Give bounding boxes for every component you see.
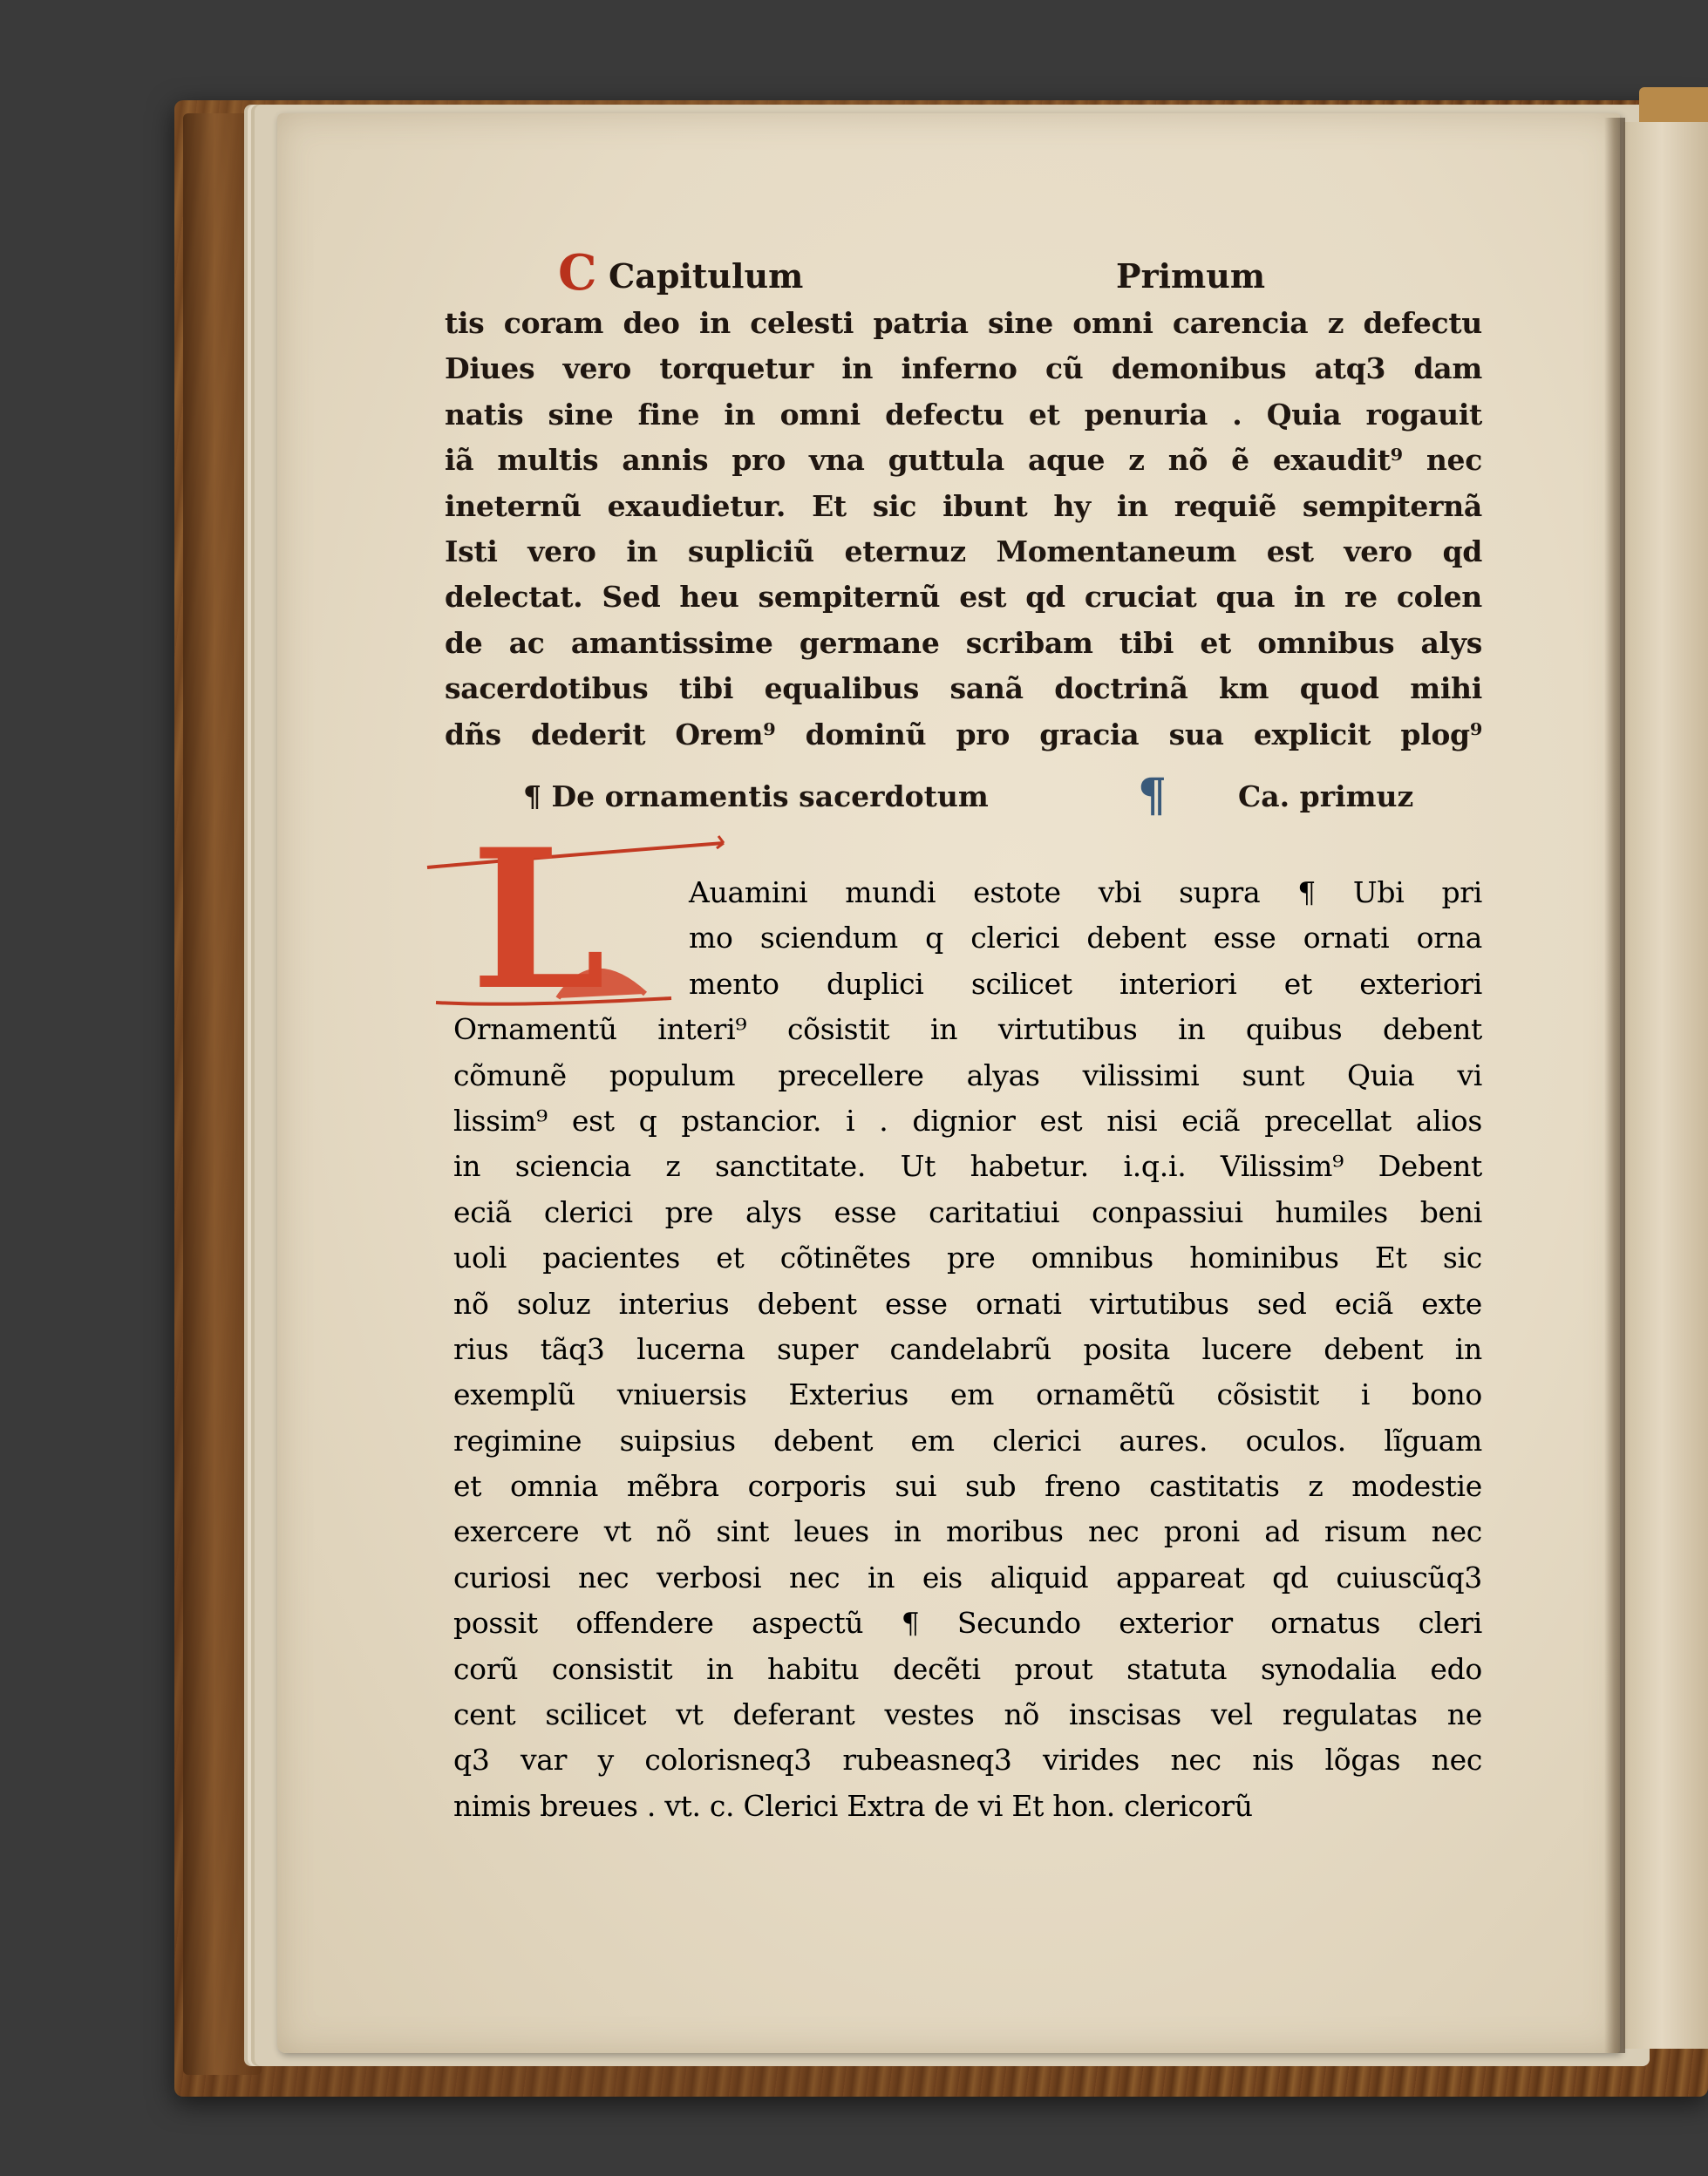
text-line: nimis breues . vt. c. Clerici Extra de vi Et hon. clericorũ	[453, 1788, 1253, 1823]
text-line: tis coram deo in celesti patria sine omni carencia z defectu	[445, 306, 1482, 340]
text-line: natis sine fine in omni defectu et penuria . Quia rogauit	[445, 397, 1482, 432]
text-line: Ornamentũ interi⁹ cõsistit in virtutibus in quibus debent	[453, 1012, 1482, 1047]
text-line: curiosi nec verbosi nec in eis aliquid appareat qd cuiuscũq3	[453, 1560, 1482, 1595]
text-line: Diues vero torquetur in inferno cũ demonibus atq3 dam	[445, 351, 1482, 386]
facing-page-edge	[1623, 122, 1708, 2049]
text-line: in sciencia z sanctitate. Ut habetur. i.q.i. Vilissim⁹ Debent	[453, 1149, 1482, 1184]
text-line: rius tãq3 lucerna super candelabrũ posita lucere debent in	[453, 1331, 1482, 1366]
text-line: mo sciendum q clerici debent esse ornati orna	[689, 921, 1482, 955]
text-line: de ac amantissime germane scribam tibi et omnibus alys	[445, 625, 1482, 660]
text-line: exemplũ vniuersis Exterius em ornamẽtũ cõsistit i bono	[453, 1377, 1482, 1412]
text-line: possit offendere aspectũ ¶ Secundo exterior ornatus cleri	[453, 1606, 1482, 1641]
subheading-chapter: Ca. primuz	[1238, 779, 1414, 813]
text-line: Isti vero in supliciũ eternuz Momentaneum est vero qd	[445, 534, 1482, 568]
text-line: mento duplici scilicet interiori et exteriori	[689, 966, 1482, 1001]
text-line: et omnia mẽbra corporis sui sub freno castitatis z modestie	[453, 1469, 1482, 1504]
text-line: iã multis annis pro vna guttula aque z nõ ẽ exaudit⁹ nec	[445, 443, 1482, 478]
text-line: ineternũ exaudietur. Et sic ibunt hy in requiẽ sempiternã	[445, 488, 1482, 523]
text-line: corũ consistit in habitu decẽti prout statuta synodalia edo	[453, 1651, 1482, 1686]
text-line: delectat. Sed heu sempiternũ est qd cruciat qua in re colen	[445, 580, 1482, 615]
text-line: q3 var y colorisneq3 rubeasneq3 virides nec nis lõgas nec	[453, 1743, 1482, 1778]
text-line: exercere vt nõ sint leues in moribus nec proni ad risum nec	[453, 1514, 1482, 1549]
text-line: sacerdotibus tibi equalibus sanã doctrinã km quod mihi	[445, 671, 1482, 706]
initial-letter: L	[471, 806, 606, 1032]
chapter-body-text	[453, 870, 1482, 1829]
text-line: lissim⁹ est q pstancior. i . dignior est nisi eciã precellat alios	[453, 1103, 1482, 1138]
page-gutter	[1604, 118, 1625, 2053]
subheading-title: ¶ De ornamentis sacerdotum	[523, 779, 989, 813]
heading-primum: Primum	[1116, 256, 1266, 296]
text-line: eciã clerici pre alys esse caritatiui conpassiui humiles beni	[453, 1194, 1482, 1229]
text-line: Auamini mundi estote vbi supra ¶ Ubi pri	[689, 875, 1482, 909]
chapter-subheading	[523, 769, 1482, 823]
chapter-heading	[558, 244, 1290, 303]
text-line: regimine suipsius debent em clerici aures. oculos. lĩguam	[453, 1423, 1482, 1458]
binding-spine-edge	[183, 113, 262, 2075]
heading-capitulum: Capitulum	[609, 256, 804, 296]
text-line: cõmunẽ populum precellere alyas vilissimi sunt Quia vi	[453, 1057, 1482, 1092]
prologue-text	[445, 301, 1482, 758]
blue-paragraph-mark: ¶	[1138, 769, 1167, 822]
text-line: uoli pacientes et cõtinẽtes pre omnibus hominibus Et sic	[453, 1241, 1482, 1275]
text-line: dñs dederit Orem⁹ dominũ pro gracia sua explicit plog⁹	[445, 717, 1482, 751]
text-line: nõ soluz interius debent esse ornati virtutibus sed eciã exte	[453, 1286, 1482, 1321]
rubric-pilcrow: C	[558, 244, 597, 302]
text-line: cent scilicet vt deferant vestes nõ inscisas vel regulatas ne	[453, 1697, 1482, 1732]
